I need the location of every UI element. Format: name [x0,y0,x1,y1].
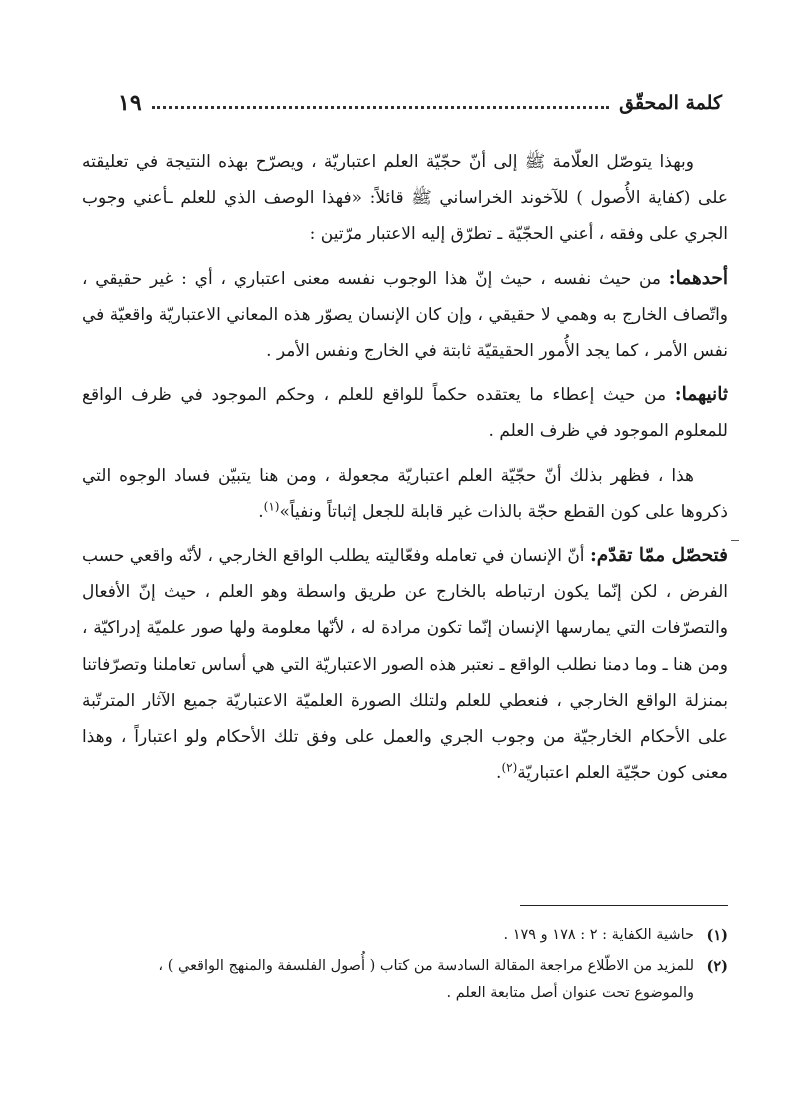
paragraph-text: وبهذا يتوصّل العلّامة ﷺ إلى أنّ حجّيّة العلم اعتباريّة ، ويصرّح بهذه النتيجة في تعليقته على (كفاية الأُصول ) للآخوند الخراساني ﷺ قائلاً: «فهذا الوصف الذي للعلم ـأعني وجوب الجري على وفقه ، أعني الحجّيّة ـ تطرّق إليه الاعتبار مرّتين : [82,152,728,245]
paragraph-first-aspect [82,261,728,370]
main-text [82,144,728,799]
chapter-title: كلمة المحقّق [619,92,722,114]
paragraph-text: أنّ الإنسان في تعامله وفعّاليته يطلب الواقع الخارجي ، لأنّه واقعي حسب الفرض ، لكن إنّما يكون ارتباطه بالخارج عن طريق واسطة وهو العلم ، حيث إنّ الأفعال والتصرّفات التي يمارسها الإنسان إنّما تكون مرادة له ، لأنّها معلومة ولها صور علميّة إدراكيّة ، ومن هنا ـ وما دمنا نطلب الواقع ـ نعتبر هذه الصور الاعتباريّة التي هي أساس تعاملنا وتصرّفاتنا بمنزلة الواقع الخارجي ، فنعطي للعلم ولتلك الصورة العلميّة الاعتباريّة جميع الآثار المترتّبة على الأحكام الخارجيّة من وجوب الجري والعمل على وفق تلك الأحكام ولو اعتباراً ، وهذا معنى كون حجّيّة العلم اعتباريّة [82,546,728,784]
paragraph-lead: أحدهما: [668,267,728,289]
footnote-ref-2[interactable]: (٢) [501,760,518,775]
footnote-item [110,922,728,949]
leader-dots [152,106,609,109]
footnote-number: (١) [706,927,728,944]
footnote-divider [520,905,728,906]
page-number: ١٩ [118,90,142,116]
running-header [118,88,722,118]
footnote-text: للمزيد من الاطّلاع مراجعة المقالة السادسة من كتاب ( أُصول الفلسفة والمنهج الواقعي ) ، والموضوع تحت عنوان أصل متابعة العلم . [158,958,694,1001]
paragraph-text: من حيث نفسه ، حيث إنّ هذا الوجوب نفسه معنى اعتباري ، أي : غير حقيقي ، واتّصاف الخارج به وهمي لا حقيقي ، وإن كان الإنسان يصوّر هذه المعاني الاعتباريّة واقعيّة في نفس الأمر ، كما يجد الأُمور الحقيقيّة ثابتة في الخارج ونفس الأمر . [82,268,728,362]
footnote-text: حاشية الكفاية : ٢ : ١٧٨ و ١٧٩ . [503,927,694,943]
footnote-ref-1[interactable]: (١) [263,499,280,514]
paragraph-text: من حيث إعطاء ما يعتقده حكماً للواقع للعلم ، وحكم الموجود في ظرف الواقع للمعلوم الموجود في ظرف العلم . [82,385,728,442]
footnotes [110,922,728,1011]
paragraph-second-aspect [82,377,728,449]
paragraph-conclusion-quote: هذا ، فظهر بذلك أنّ حجّيّة العلم اعتباريّة مجعولة ، ومن هنا يتبيّن فساد الوجوه التي ذكروها على كون القطع حجّة بالذات غير قابلة للجعل إثباتاً ونفياً»$^{(١)}$. [82,465,728,522]
paragraph-summary: فتحصّل ممّا تقدّم: أنّ الإنسان في تعامله وفعّاليته يطلب الواقع الخارجي ، لأنّه واقعي حسب الفرض ، لكن إنّما يكون ارتباطه بالخارج عن طريق واسطة وهو العلم ، حيث إنّ الأفعال والتصرّفات التي يمارسها الإنسان إنّما تكون مرادة له ، لأنّها معلومة ولها صور علميّة إدراكيّة ، ومن هنا ـ وما دمنا نطلب الواقع ـ نعتبر هذه الصور الاعتباريّة التي هي أساس تعاملنا وتصرّفاتنا بمنزلة الواقع الخارجي ، فنعطي للعلم ولتلك الصورة العلميّة الاعتباريّة جميع الآثار المترتّبة على الأحكام الخارجيّة من وجوب الجري والعمل على وفق تلك الأحكام ولو اعتباراً ، وهذا معنى كون حجّيّة العلم اعتباريّة$^{(٢)}$. [82,545,728,784]
footnote-number: (٢) [706,958,728,975]
paragraph-intro [82,144,728,253]
paragraph-lead: فتحصّل ممّا تقدّم: [589,545,728,567]
margin-mark [731,540,739,541]
paragraph-lead: ثانيهما: [674,384,728,406]
paragraph-text: هذا ، فظهر بذلك أنّ حجّيّة العلم اعتباريّة مجعولة ، ومن هنا يتبيّن فساد الوجوه التي ذكروها على كون القطع حجّة بالذات غير قابلة للجعل إثباتاً ونفياً» [82,465,728,522]
footnote-item [110,953,728,1007]
